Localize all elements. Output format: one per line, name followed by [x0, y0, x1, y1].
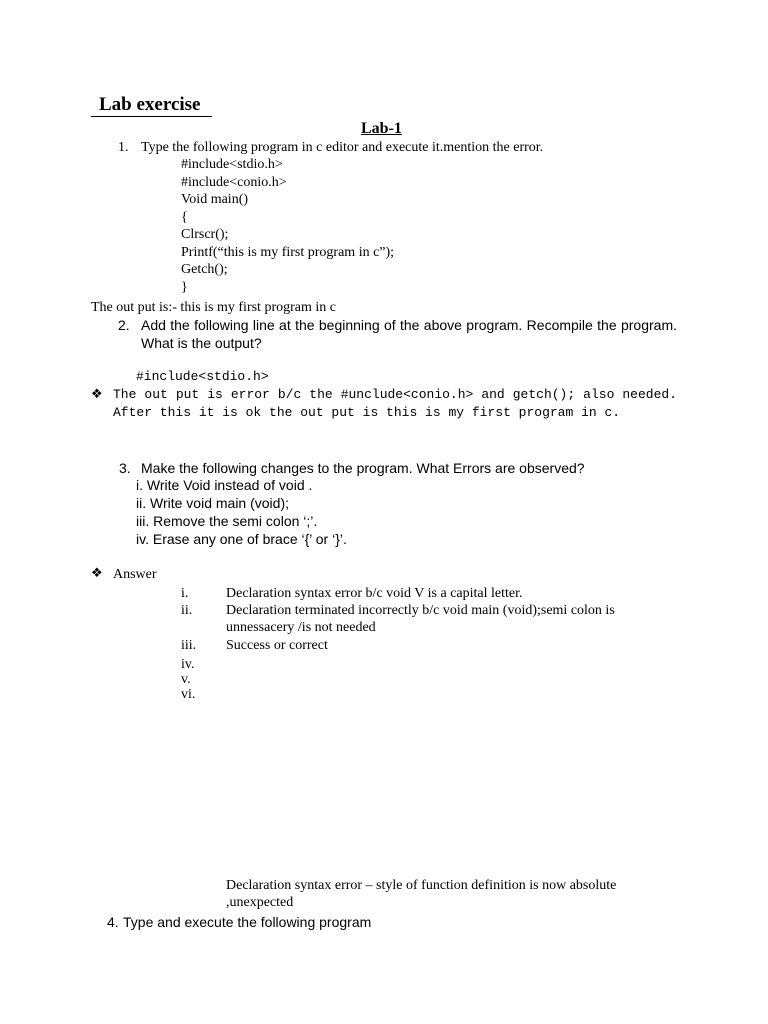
q2-text: Add the following line at the beginning of the above program. Recompile the program. What is the output?	[141, 317, 677, 351]
q1-code-line: }	[181, 279, 188, 295]
answer-text: Declaration terminated incorrectly b/c void main (void);semi colon is unnessacery /is not needed	[226, 603, 615, 635]
lab-heading: Lab-1	[361, 120, 402, 137]
q2-answer: The out put is error b/c the #unclude<conio.h> and getch(); also needed. After this it is ok the out put is this is my first program in c.	[113, 387, 677, 420]
q1-code-line: {	[181, 209, 188, 225]
answer-num: vi.	[181, 687, 196, 702]
q4-text: Type and execute the following program	[123, 914, 372, 930]
answer-num: iv.	[181, 657, 195, 672]
answer-num: ii.	[181, 603, 193, 618]
q1-text: Type the following program in c editor and execute it.mention the error.	[141, 140, 544, 155]
q1-code-line: Printf(“this is my first program in c”);	[181, 244, 395, 260]
bullet-icon: ❖	[91, 566, 103, 581]
q4-number: 4.	[107, 914, 119, 930]
bottom-note: Declaration syntax error – style of function definition is now absolute ,unexpected	[226, 878, 617, 910]
answer-num: i.	[181, 586, 189, 601]
q3-item: ii. Write void main (void);	[136, 495, 290, 511]
answer-label: Answer	[113, 567, 157, 582]
q1-code-line: #include<stdio.h>	[181, 157, 283, 172]
q3-text: Make the following changes to the program. What Errors are observed?	[141, 460, 585, 476]
q1-code-line: Getch();	[181, 262, 228, 277]
bullet-icon: ❖	[91, 387, 103, 402]
q3-item: i. Write Void instead of void .	[136, 477, 313, 493]
q3-item: iii. Remove the semi colon ‘;’.	[136, 513, 318, 529]
answer-text: Success or correct	[226, 638, 328, 653]
answer-num: iii.	[181, 638, 197, 653]
q3-item: iv. Erase any one of brace ‘{’ or ‘}’.	[136, 531, 347, 547]
q2-number: 2.	[118, 317, 130, 333]
q3-number: 3.	[119, 460, 131, 476]
answer-num: v.	[181, 672, 191, 687]
q2-code: #include<stdio.h>	[136, 369, 269, 384]
answer-text: Declaration syntax error b/c void V is a capital letter.	[226, 586, 523, 601]
page-title: Lab exercise	[91, 94, 212, 117]
q1-number: 1.	[118, 140, 129, 155]
q1-code-line: Clrscr();	[181, 227, 229, 242]
q1-code-line: Void main()	[181, 192, 249, 207]
q1-output: The out put is:- this is my first program in c	[91, 300, 336, 315]
q1-code-line: #include<conio.h>	[181, 174, 287, 190]
